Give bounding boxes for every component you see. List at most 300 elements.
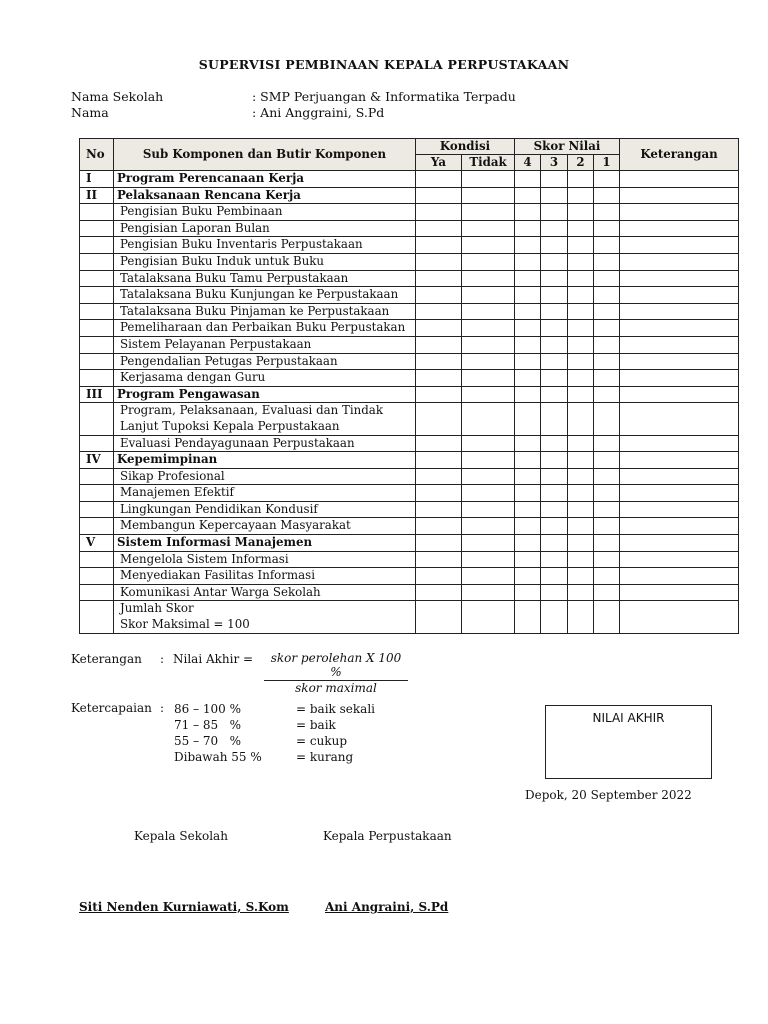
skor-1-cell[interactable] [594, 468, 620, 485]
tidak-cell[interactable] [462, 320, 515, 337]
skor-3-cell[interactable] [541, 253, 568, 270]
table-row [80, 353, 739, 370]
skor-1-cell[interactable] [594, 551, 620, 568]
skor-2-cell[interactable] [568, 501, 594, 518]
item-line: Lanjut Tupoksi Kepala Perpustakaan [120, 418, 340, 433]
keterangan-cell[interactable] [620, 287, 739, 304]
skor-4-cell[interactable] [515, 568, 541, 585]
skor-4-cell[interactable] [515, 435, 541, 452]
skor-3-cell[interactable] [541, 187, 568, 204]
skor-2-cell[interactable] [568, 403, 594, 435]
skor-3-cell[interactable] [541, 403, 568, 435]
skor-1-cell[interactable] [594, 535, 620, 552]
ya-cell[interactable] [416, 320, 462, 337]
keterangan-cell[interactable] [620, 320, 739, 337]
tidak-cell[interactable] [462, 187, 515, 204]
nilai-akhir-label: NILAI AKHIR [592, 711, 665, 725]
ya-cell[interactable] [416, 204, 462, 221]
row-number [80, 568, 114, 585]
ya-cell[interactable] [416, 187, 462, 204]
tidak-cell[interactable] [462, 551, 515, 568]
item-text [114, 584, 416, 601]
info-name [71, 105, 384, 120]
keterangan-cell[interactable] [620, 220, 739, 237]
tidak-cell[interactable] [462, 171, 515, 188]
skor-4-cell[interactable] [515, 353, 541, 370]
keterangan-label: Keterangan [71, 652, 142, 666]
keterangan-cell[interactable] [620, 353, 739, 370]
keterangan-cell[interactable] [620, 452, 739, 469]
keterangan-cell[interactable] [620, 518, 739, 535]
tidak-cell[interactable] [462, 435, 515, 452]
formula-denominator: skor maximal [295, 681, 377, 695]
item-line: Tatalaksana Buku Pinjaman ke Perpustakaan [120, 303, 390, 318]
item-line: Pemeliharaan dan Perbaikan Buku Perpustakan [120, 320, 406, 335]
skor-2-cell[interactable] [568, 452, 594, 469]
ya-cell[interactable] [416, 370, 462, 387]
skor-2-cell[interactable] [568, 237, 594, 254]
ya-cell[interactable] [416, 468, 462, 485]
skor-4-cell[interactable] [515, 518, 541, 535]
item-line: Membangun Kepercayaan Masyarakat [120, 518, 351, 533]
skor-3-cell[interactable] [541, 584, 568, 601]
skor-1-cell[interactable] [594, 336, 620, 353]
skor-3-cell[interactable] [541, 518, 568, 535]
skor-1-cell[interactable] [594, 501, 620, 518]
skor-1-cell[interactable] [594, 187, 620, 204]
keterangan-cell[interactable] [620, 303, 739, 320]
info-school [71, 89, 516, 104]
item-text [114, 403, 416, 435]
skor-1-cell[interactable] [594, 320, 620, 337]
keterangan-cell[interactable] [620, 403, 739, 435]
skor-3-cell[interactable] [541, 386, 568, 403]
ya-cell[interactable] [416, 270, 462, 287]
item-line: Mengelola Sistem Informasi [120, 551, 289, 566]
skor-3-cell[interactable] [541, 320, 568, 337]
skor-4-cell[interactable] [515, 501, 541, 518]
row-number [80, 303, 114, 320]
skor-4-cell[interactable] [515, 386, 541, 403]
skor-3-cell[interactable] [541, 551, 568, 568]
skor-2-cell[interactable] [568, 353, 594, 370]
skor-2-cell[interactable] [568, 187, 594, 204]
ya-cell[interactable] [416, 535, 462, 552]
skor-1-cell[interactable] [594, 518, 620, 535]
skor-4-cell[interactable] [515, 370, 541, 387]
item-line: Menyediakan Fasilitas Informasi [120, 568, 315, 583]
skor-2-cell[interactable] [568, 468, 594, 485]
skor-3-cell[interactable] [541, 220, 568, 237]
signature-name-principal: Siti Nenden Kurniawati, S.Kom [79, 900, 289, 914]
skor-1-cell[interactable] [594, 601, 620, 633]
keterangan-cell[interactable] [620, 386, 739, 403]
skor-4-cell[interactable] [515, 270, 541, 287]
item-text [114, 287, 416, 304]
range-text: 55 – 70 % [174, 734, 242, 748]
keterangan-cell[interactable] [620, 435, 739, 452]
skor-3-cell[interactable] [541, 287, 568, 304]
ya-cell[interactable] [416, 220, 462, 237]
row-number [80, 485, 114, 502]
header-tidak: Tidak [462, 155, 515, 171]
ya-cell[interactable] [416, 171, 462, 188]
skor-4-cell[interactable] [515, 303, 541, 320]
header-no: No [80, 139, 114, 171]
table-row [80, 270, 739, 287]
ketercapaian-item [174, 749, 375, 765]
item-line: Pelaksanaan Rencana Kerja [117, 187, 301, 202]
signature-name-librarian: Ani Angraini, S.Pd [325, 900, 449, 914]
skor-1-cell[interactable] [594, 435, 620, 452]
keterangan-cell[interactable] [620, 370, 739, 387]
skor-3-cell[interactable] [541, 568, 568, 585]
skor-2-cell[interactable] [568, 171, 594, 188]
skor-2-cell[interactable] [568, 287, 594, 304]
skor-2-cell[interactable] [568, 584, 594, 601]
skor-3-cell[interactable] [541, 237, 568, 254]
skor-1-cell[interactable] [594, 171, 620, 188]
table-row [80, 220, 739, 237]
skor-4-cell[interactable] [515, 204, 541, 221]
item-line: Pengisian Laporan Bulan [120, 220, 270, 235]
table-row [80, 287, 739, 304]
tidak-cell[interactable] [462, 403, 515, 435]
formula-numerator: skor perolehan X 100 % [264, 651, 408, 681]
tidak-cell[interactable] [462, 287, 515, 304]
skor-1-cell[interactable] [594, 303, 620, 320]
section-row [80, 386, 739, 403]
table-row [80, 601, 739, 633]
skor-3-cell[interactable] [541, 204, 568, 221]
skor-1-cell[interactable] [594, 204, 620, 221]
table-row [80, 370, 739, 387]
range-text: Dibawah 55 % [174, 750, 262, 764]
item-line: Tatalaksana Buku Kunjungan ke Perpustakaan [120, 287, 399, 302]
keterangan-cell[interactable] [620, 187, 739, 204]
keterangan-cell[interactable] [620, 485, 739, 502]
keterangan-cell[interactable] [620, 336, 739, 353]
tidak-cell[interactable] [462, 386, 515, 403]
ya-cell[interactable] [416, 303, 462, 320]
skor-2-cell[interactable] [568, 435, 594, 452]
skor-3-cell[interactable] [541, 501, 568, 518]
ketercapaian-label: Ketercapaian [71, 701, 152, 715]
skor-1-cell[interactable] [594, 485, 620, 502]
keterangan-cell[interactable] [620, 468, 739, 485]
skor-1-cell[interactable] [594, 220, 620, 237]
ya-cell[interactable] [416, 452, 462, 469]
keterangan-line [71, 652, 253, 666]
row-number [80, 237, 114, 254]
table-row [80, 435, 739, 452]
table-row [80, 237, 739, 254]
skor-3-cell[interactable] [541, 270, 568, 287]
signature-role-principal: Kepala Sekolah [134, 829, 228, 843]
skor-4-cell[interactable] [515, 535, 541, 552]
item-line: Program Pengawasan [117, 386, 260, 401]
row-number [80, 320, 114, 337]
skor-4-cell[interactable] [515, 171, 541, 188]
item-line: Pengisian Buku Induk untuk Buku [120, 253, 325, 268]
skor-2-cell[interactable] [568, 535, 594, 552]
item-line: Jumlah Skor [120, 601, 194, 616]
ya-cell[interactable] [416, 336, 462, 353]
skor-1-cell[interactable] [594, 370, 620, 387]
table-row [80, 485, 739, 502]
header-skor-2: 2 [568, 155, 594, 171]
skor-3-cell[interactable] [541, 171, 568, 188]
keterangan-cell[interactable] [620, 601, 739, 633]
item-line: Tatalaksana Buku Tamu Perpustakaan [120, 270, 349, 285]
skor-3-cell[interactable] [541, 303, 568, 320]
item-text [114, 370, 416, 387]
skor-4-cell[interactable] [515, 584, 541, 601]
tidak-cell[interactable] [462, 535, 515, 552]
ya-cell[interactable] [416, 353, 462, 370]
result-text: = cukup [296, 734, 347, 748]
skor-1-cell[interactable] [594, 287, 620, 304]
skor-1-cell[interactable] [594, 353, 620, 370]
row-number [80, 468, 114, 485]
skor-2-cell[interactable] [568, 320, 594, 337]
section-row [80, 187, 739, 204]
tidak-cell[interactable] [462, 601, 515, 633]
ya-cell[interactable] [416, 435, 462, 452]
item-line: Program, Pelaksanaan, Evaluasi dan Tindak [120, 403, 383, 418]
nilai-akhir-box [545, 705, 712, 779]
tidak-cell[interactable] [462, 485, 515, 502]
tidak-cell[interactable] [462, 584, 515, 601]
ya-cell[interactable] [416, 501, 462, 518]
keterangan-cell[interactable] [620, 568, 739, 585]
table-row [80, 468, 739, 485]
skor-2-cell[interactable] [568, 568, 594, 585]
ya-cell[interactable] [416, 386, 462, 403]
row-number [80, 287, 114, 304]
item-line: Sistem Informasi Manajemen [117, 535, 313, 550]
info-school-value: : SMP Perjuangan & Informatika Terpadu [252, 89, 516, 104]
skor-4-cell[interactable] [515, 220, 541, 237]
skor-2-cell[interactable] [568, 220, 594, 237]
ya-cell[interactable] [416, 601, 462, 633]
skor-4-cell[interactable] [515, 403, 541, 435]
tidak-cell[interactable] [462, 237, 515, 254]
item-text [114, 303, 416, 320]
keterangan-cell[interactable] [620, 584, 739, 601]
skor-3-cell[interactable] [541, 336, 568, 353]
skor-4-cell[interactable] [515, 485, 541, 502]
row-number [80, 336, 114, 353]
row-number: IV [80, 452, 114, 469]
ya-cell[interactable] [416, 287, 462, 304]
ketercapaian-item [174, 717, 375, 733]
skor-2-cell[interactable] [568, 303, 594, 320]
skor-2-cell[interactable] [568, 270, 594, 287]
table-row [80, 303, 739, 320]
skor-1-cell[interactable] [594, 386, 620, 403]
keterangan-cell[interactable] [620, 237, 739, 254]
header-keterangan: Keterangan [620, 139, 739, 171]
ya-cell[interactable] [416, 584, 462, 601]
item-line: Program Perencanaan Kerja [117, 171, 305, 185]
section-row [80, 452, 739, 469]
tidak-cell[interactable] [462, 303, 515, 320]
row-number [80, 370, 114, 387]
section-row [80, 535, 739, 552]
skor-4-cell[interactable] [515, 468, 541, 485]
item-text [114, 568, 416, 585]
range-text: 86 – 100 % [174, 702, 242, 716]
skor-4-cell[interactable] [515, 452, 541, 469]
skor-1-cell[interactable] [594, 270, 620, 287]
skor-2-cell[interactable] [568, 253, 594, 270]
info-name-label: Nama [71, 105, 109, 120]
section-row [80, 171, 739, 188]
assessment-table [79, 138, 739, 634]
skor-4-cell[interactable] [515, 336, 541, 353]
tidak-cell[interactable] [462, 270, 515, 287]
ya-cell[interactable] [416, 253, 462, 270]
section-title [114, 452, 416, 469]
header-skor-3: 3 [541, 155, 568, 171]
item-text [114, 336, 416, 353]
skor-1-cell[interactable] [594, 403, 620, 435]
tidak-cell[interactable] [462, 568, 515, 585]
skor-1-cell[interactable] [594, 452, 620, 469]
result-text: = baik sekali [296, 702, 375, 716]
section-title [114, 187, 416, 204]
table-row [80, 584, 739, 601]
skor-2-cell[interactable] [568, 518, 594, 535]
skor-3-cell[interactable] [541, 370, 568, 387]
header-skor-1: 1 [594, 155, 620, 171]
row-number [80, 204, 114, 221]
item-line: Manajemen Efektif [120, 485, 234, 500]
item-line: Kerjasama dengan Guru [120, 370, 266, 385]
row-number: I [80, 171, 114, 188]
header-skor-nilai: Skor Nilai [515, 139, 620, 155]
tidak-cell[interactable] [462, 336, 515, 353]
header-ya: Ya [416, 155, 462, 171]
ya-cell[interactable] [416, 237, 462, 254]
keterangan-cell[interactable] [620, 253, 739, 270]
tidak-cell[interactable] [462, 518, 515, 535]
keterangan-cell[interactable] [620, 501, 739, 518]
info-name-value: : Ani Anggraini, S.Pd [252, 105, 385, 120]
skor-3-cell[interactable] [541, 452, 568, 469]
skor-2-cell[interactable] [568, 551, 594, 568]
row-number [80, 220, 114, 237]
skor-4-cell[interactable] [515, 551, 541, 568]
ya-cell[interactable] [416, 518, 462, 535]
row-number [80, 403, 114, 435]
tidak-cell[interactable] [462, 370, 515, 387]
skor-4-cell[interactable] [515, 253, 541, 270]
skor-1-cell[interactable] [594, 584, 620, 601]
keterangan-cell[interactable] [620, 270, 739, 287]
skor-3-cell[interactable] [541, 353, 568, 370]
tidak-cell[interactable] [462, 253, 515, 270]
item-text [114, 353, 416, 370]
skor-3-cell[interactable] [541, 468, 568, 485]
row-number: V [80, 535, 114, 552]
result-text: = baik [296, 718, 336, 732]
skor-3-cell[interactable] [541, 485, 568, 502]
row-number [80, 518, 114, 535]
section-title [114, 386, 416, 403]
skor-4-cell[interactable] [515, 237, 541, 254]
keterangan-cell[interactable] [620, 535, 739, 552]
tidak-cell[interactable] [462, 204, 515, 221]
skor-2-cell[interactable] [568, 370, 594, 387]
skor-2-cell[interactable] [568, 386, 594, 403]
item-text [114, 237, 416, 254]
table-row [80, 320, 739, 337]
skor-4-cell[interactable] [515, 601, 541, 633]
skor-1-cell[interactable] [594, 237, 620, 254]
tidak-cell[interactable] [462, 452, 515, 469]
table-row [80, 568, 739, 585]
skor-3-cell[interactable] [541, 535, 568, 552]
item-text [114, 485, 416, 502]
skor-1-cell[interactable] [594, 253, 620, 270]
skor-1-cell[interactable] [594, 568, 620, 585]
row-number [80, 253, 114, 270]
row-number: II [80, 187, 114, 204]
tidak-cell[interactable] [462, 501, 515, 518]
keterangan-cell[interactable] [620, 204, 739, 221]
keterangan-cell[interactable] [620, 551, 739, 568]
row-number [80, 584, 114, 601]
tidak-cell[interactable] [462, 468, 515, 485]
skor-2-cell[interactable] [568, 204, 594, 221]
table-row [80, 551, 739, 568]
item-text [114, 220, 416, 237]
item-text [114, 501, 416, 518]
header-skor-4: 4 [515, 155, 541, 171]
ya-cell[interactable] [416, 551, 462, 568]
skor-2-cell[interactable] [568, 601, 594, 633]
table-row [80, 253, 739, 270]
skor-4-cell[interactable] [515, 320, 541, 337]
ya-cell[interactable] [416, 568, 462, 585]
table-row [80, 501, 739, 518]
skor-2-cell[interactable] [568, 485, 594, 502]
item-line: Pengisian Buku Inventaris Perpustakaan [120, 237, 363, 252]
skor-4-cell[interactable] [515, 287, 541, 304]
skor-4-cell[interactable] [515, 187, 541, 204]
item-line: Lingkungan Pendidikan Kondusif [120, 501, 318, 516]
skor-2-cell[interactable] [568, 336, 594, 353]
formula-prefix: Nilai Akhir = [173, 652, 254, 666]
ya-cell[interactable] [416, 485, 462, 502]
header-sub-komponen: Sub Komponen dan Butir Komponen [114, 139, 416, 171]
item-line: Evaluasi Pendayagunaan Perpustakaan [120, 435, 355, 450]
formula-fraction [264, 651, 408, 695]
skor-3-cell[interactable] [541, 601, 568, 633]
signature-role-librarian: Kepala Perpustakaan [323, 829, 452, 843]
tidak-cell[interactable] [462, 220, 515, 237]
ketercapaian-item [174, 701, 375, 717]
keterangan-cell[interactable] [620, 171, 739, 188]
ketercapaian-list [174, 701, 375, 765]
ketercapaian-label-row [71, 701, 164, 715]
tidak-cell[interactable] [462, 353, 515, 370]
ya-cell[interactable] [416, 403, 462, 435]
table-row [80, 204, 739, 221]
skor-3-cell[interactable] [541, 435, 568, 452]
